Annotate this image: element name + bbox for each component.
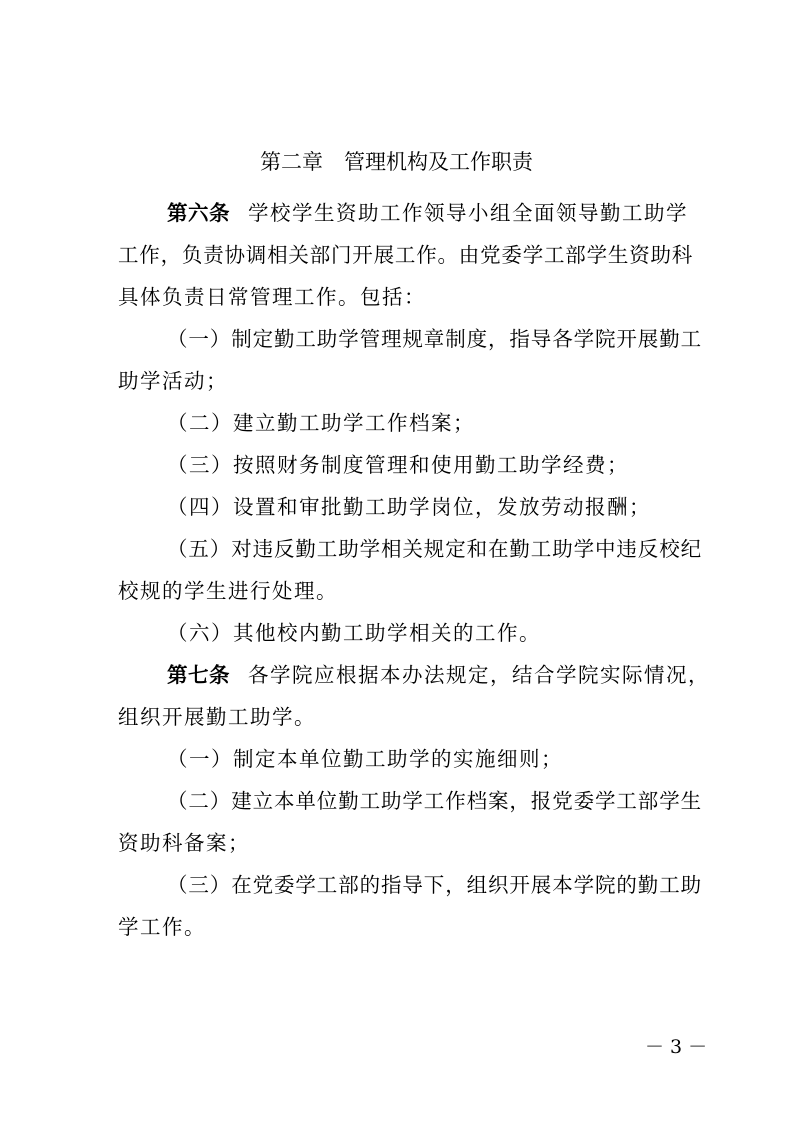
article-6-text-line-1: 学校学生资助工作领导小组全面领导勤工助学	[248, 201, 688, 225]
article-6-item-1: （一）制定勤工助学管理规章制度，指导各学院开展勤工	[167, 327, 702, 351]
article-6-item-4: （四）设置和审批勤工助学岗位，发放劳动报酬；	[167, 495, 651, 519]
article-6-text-line-3: 具体负责日常管理工作。包括：	[118, 285, 426, 309]
article-7-first-line	[167, 658, 712, 693]
article-6-first-line	[167, 196, 712, 231]
article-7-label: 第七条	[167, 663, 230, 687]
article-7-text-line-2: 组织开展勤工助学。	[118, 705, 316, 729]
article-6-item-5-cont: 校规的学生进行处理。	[118, 579, 338, 603]
article-7-item-2-cont: 资助科备案；	[118, 831, 250, 855]
article-7-text-line-1: 各学院应根据本办法规定，结合学院实际情况，	[248, 663, 710, 687]
article-7-item-1: （一）制定本单位勤工助学的实施细则；	[167, 747, 563, 771]
article-6-text-line-2: 工作，负责协调相关部门开展工作。由党委学工部学生资助科	[118, 243, 694, 267]
article-6-item-1-cont: 助学活动；	[118, 369, 228, 393]
article-6-item-2: （二）建立勤工助学工作档案；	[167, 411, 475, 435]
article-6-item-6: （六）其他校内勤工助学相关的工作。	[167, 621, 541, 645]
article-7-item-2: （二）建立本单位勤工助学工作档案，报党委学工部学生	[167, 789, 702, 813]
article-6-item-3: （三）按照财务制度管理和使用勤工助学经费；	[167, 453, 629, 477]
article-6-label: 第六条	[167, 201, 230, 225]
article-6-item-5: （五）对违反勤工助学相关规定和在勤工助学中违反校纪	[167, 537, 702, 561]
article-7-item-3-cont: 学工作。	[118, 915, 206, 939]
article-7-item-3: （三）在党委学工部的指导下，组织开展本学院的勤工助	[167, 873, 702, 897]
page-number: － 3 －	[645, 1036, 708, 1058]
chapter-title: 第二章 管理机构及工作职责	[260, 150, 533, 174]
